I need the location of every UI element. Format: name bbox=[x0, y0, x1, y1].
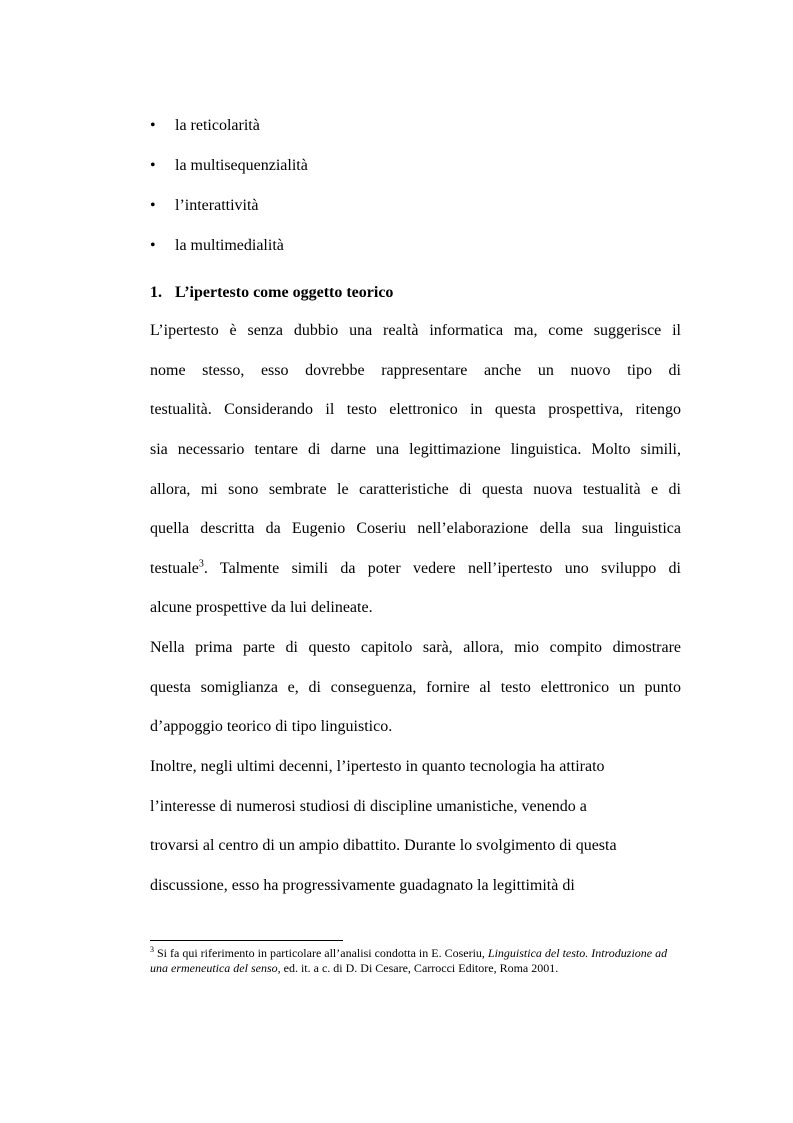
paragraph-line: discussione, esso ha progressivamente guadagnato la legittimità di bbox=[150, 877, 575, 894]
footnote-separator bbox=[150, 940, 343, 941]
footnote bbox=[150, 946, 681, 976]
footnote-reference: 3 bbox=[198, 558, 204, 570]
paragraph-line bbox=[150, 555, 681, 583]
section-heading bbox=[150, 279, 393, 307]
paragraph-line: quella descritta da Eugenio Coseriu nell’elaborazione della sua linguistica bbox=[150, 520, 681, 537]
footnote-book-title: Linguistica del testo. Introduzione ad una ermeneutica del senso, bbox=[150, 946, 668, 975]
section-title: L’ipertesto come oggetto teorico bbox=[175, 284, 394, 301]
paragraph-line: Inoltre, negli ultimi decenni, l’ipertesto in quanto tecnologia ha attirato bbox=[150, 758, 605, 775]
paragraph-line: testualità. Considerando il testo elettronico in questa prospettiva, ritengo bbox=[150, 401, 681, 418]
line-text: testuale bbox=[150, 560, 199, 577]
paragraph-line: questa somiglianza e, di conseguenza, fornire al testo elettronico un punto bbox=[150, 679, 681, 696]
paragraph-line: trovarsi al centro di un ampio dibattito. Durante lo svolgimento di questa bbox=[150, 837, 617, 854]
line-text: . Talmente simili da poter vedere nell’ipertesto uno sviluppo di bbox=[203, 560, 681, 577]
paragraph-line: allora, mi sono sembrate le caratteristiche di questa nuova testualità e di bbox=[150, 481, 681, 498]
paragraph-line: L’ipertesto è senza dubbio una realtà informatica ma, come suggerisce il bbox=[150, 322, 681, 339]
paragraph-line: Nella prima parte di questo capitolo sarà, allora, mio compito dimostrare bbox=[150, 639, 681, 656]
paragraph-line: l’interesse di numerosi studiosi di discipline umanistiche, venendo a bbox=[150, 798, 587, 815]
footnote-number: 3 bbox=[150, 945, 154, 954]
footnote-text: ed. it. a c. di D. Di Cesare, Carrocci Editore, Roma 2001. bbox=[280, 961, 559, 975]
paragraph-line: nome stesso, esso dovrebbe rappresentare anche un nuovo tipo di bbox=[150, 362, 681, 379]
paragraph-line: alcune prospettive da lui delineate. bbox=[150, 599, 373, 616]
section-number: 1. bbox=[150, 284, 162, 301]
list-item: • la multisequenzialità bbox=[150, 152, 308, 192]
paragraph-line: sia necessario tentare di darne una legittimazione linguistica. Molto simili, bbox=[150, 441, 681, 458]
bullet-list bbox=[150, 112, 308, 272]
list-item: • la multimedialità bbox=[150, 232, 308, 272]
footnote-text: Si fa qui riferimento in particolare all’analisi condotta in E. Coseriu, bbox=[154, 946, 488, 960]
paragraph-line: d’appoggio teorico di tipo linguistico. bbox=[150, 718, 393, 735]
list-item: • l’interattività bbox=[150, 192, 308, 232]
list-item: • la reticolarità bbox=[150, 112, 308, 152]
